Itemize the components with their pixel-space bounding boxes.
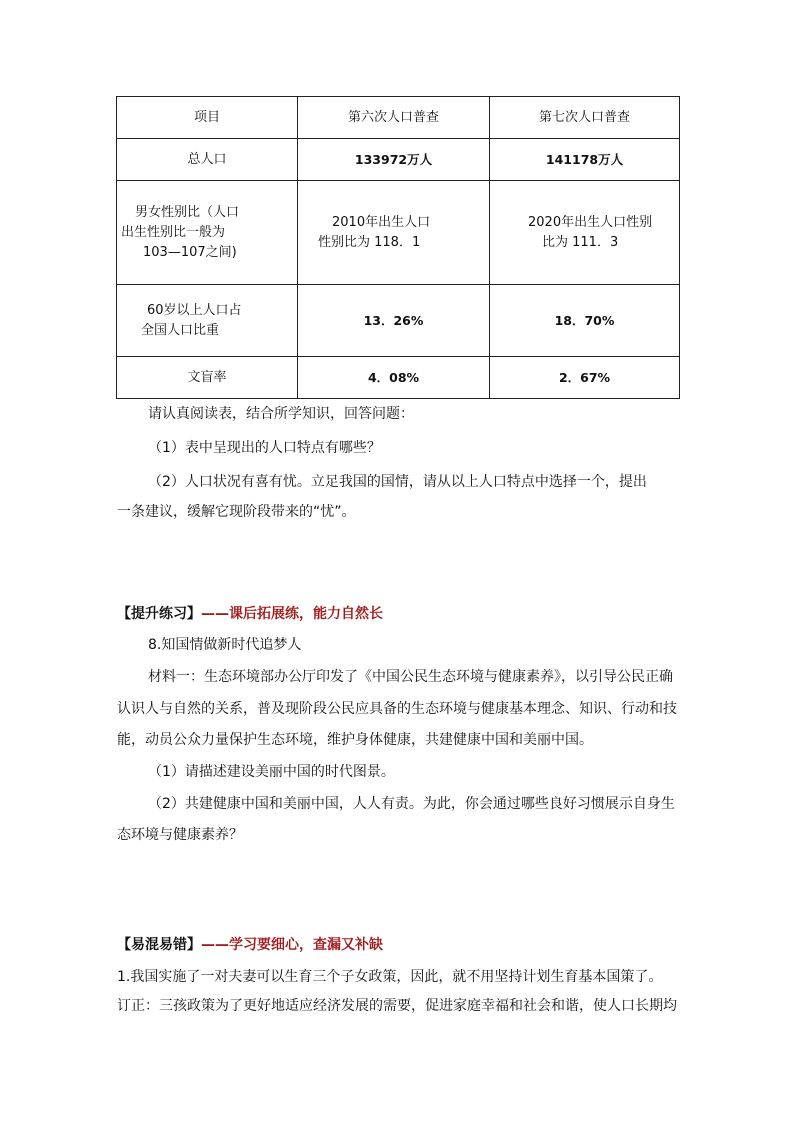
seventh-sex-ratio-line-2: 比为 111．3 (542, 234, 619, 250)
cell-seventh-illiteracy: 2．67% (490, 357, 680, 399)
header-sixth-census: 第六次人口普查 (298, 97, 490, 139)
table-row (117, 285, 680, 357)
row-label-total-population: 总人口 (117, 139, 298, 181)
row-label-elderly-share (117, 285, 298, 357)
mistakes-bracket-title: 【易混易错】 (117, 937, 201, 953)
table-row (117, 357, 680, 399)
improve-bracket-title: 【提升练习】 (117, 606, 201, 622)
cell-sixth-total: 133972万人 (298, 139, 490, 181)
improve-question-2-line-1: （2）共建健康中国和美丽中国，人人有责。为此，你会通过哪些良好习惯展示自身生 (148, 796, 675, 812)
improve-subtitle: ——课后拓展练，能力自然长 (201, 606, 383, 622)
seventh-sex-ratio-line-1: 2020年出生人口性别 (528, 214, 653, 230)
sex-ratio-label-line-1: 男女性别比（人口 (135, 204, 240, 220)
cell-seventh-total: 141178万人 (490, 139, 680, 181)
cell-sixth-elderly: 13．26% (298, 285, 490, 357)
cell-seventh-sex-ratio (490, 181, 680, 285)
mistake-item-1: 1.我国实施了一对夫妻可以生育三个子女政策，因此，就不用坚持计划生育基本国策了。 (117, 969, 663, 985)
sex-ratio-label-line-2: 出生性别比一般为 (121, 224, 226, 240)
mistakes-subtitle: ——学习要细心，查漏又补缺 (201, 937, 383, 953)
sixth-sex-ratio-line-2: 性别比为 118．1 (318, 234, 421, 250)
row-label-sex-ratio (117, 181, 298, 285)
material-line-3: 能，动员公众力量保护生态环境，维护身体健康，共建健康中国和美丽中国。 (117, 732, 593, 748)
cell-sixth-illiteracy: 4．08% (298, 357, 490, 399)
header-item: 项目 (117, 97, 298, 139)
item-8-title: 8.知国情做新时代追梦人 (148, 637, 302, 653)
question-2-line-2: 一条建议，缓解它现阶段带来的“忧”。 (117, 504, 356, 520)
elderly-label-line-2: 全国人口比重 (141, 322, 220, 338)
table-row (117, 139, 680, 181)
material-line-1: 材料一：生态环境部办公厅印发了《中国公民生态环境与健康素养》，以引导公民正确 (148, 669, 673, 685)
question-1: （1）表中呈现出的人口特点有哪些？ (148, 440, 381, 456)
material-line-2: 认识人与自然的关系，普及现阶段公民应具备的生态环境与健康基本理念、知识、行动和技 (117, 701, 677, 717)
sex-ratio-label-line-3: 103—107之间) (143, 244, 237, 260)
cell-sixth-sex-ratio (298, 181, 490, 285)
table-header-row (117, 97, 680, 139)
header-seventh-census: 第七次人口普查 (490, 97, 680, 139)
section-heading-mistakes (117, 935, 383, 955)
sixth-sex-ratio-line-1: 2010年出生人口 (332, 214, 431, 230)
improve-question-1: （1）请描述建设美丽中国的时代图景。 (148, 764, 395, 780)
cell-seventh-elderly: 18．70% (490, 285, 680, 357)
elderly-label-line-1: 60岁以上人口占 (147, 302, 242, 318)
question-2-line-1: （2）人口状况有喜有忧。立足我国的国情，请从以上人口特点中选择一个，提出 (148, 474, 647, 490)
questions-intro: 请认真阅读表，结合所学知识，回答问题： (148, 406, 414, 422)
improve-question-2-line-2: 态环境与健康素养？ (117, 827, 243, 843)
census-comparison-table (116, 96, 680, 399)
row-label-illiteracy: 文盲率 (117, 357, 298, 399)
section-heading-improve (117, 604, 383, 624)
table-row (117, 181, 680, 285)
mistake-correction: 订正：三孩政策为了更好地适应经济发展的需要，促进家庭幸福和社会和谐，使人口长期均 (117, 998, 677, 1014)
